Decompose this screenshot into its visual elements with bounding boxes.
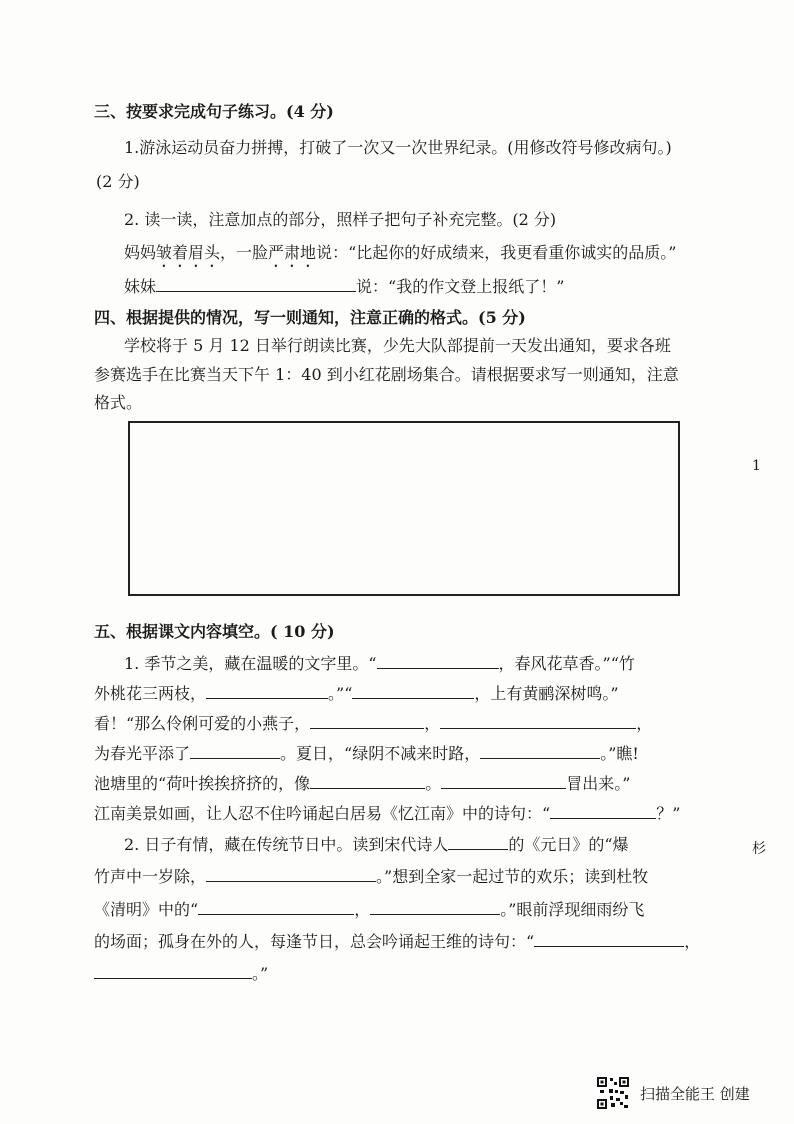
section3-q2-text: 2. 读一读，注意加点的部分，照样子把句子补充完整。(2 分) [124, 210, 557, 229]
section4-line-1: 学校将于 5 月 12 日举行朗读比赛，少先大队部提前一天发出通知，要求各班 [124, 336, 671, 355]
text: 的《元日》的“爆 [508, 835, 629, 854]
text: 。夏日，“绿阴不减来时路， [280, 744, 481, 763]
fill-rest: 说：“我的作文登上报纸了！” [356, 277, 565, 296]
section3-q1-score: (2 分) [96, 172, 140, 191]
section5-q1-line-1 [124, 650, 635, 676]
text: 的场面；孤身在外的人，每逢节日，总会吟诵起王维的诗句：“ [94, 932, 535, 951]
text: 。”想到全家一起过节的欢乐；读到杜牧 [376, 867, 649, 886]
section3-q2-fill-line [124, 273, 564, 299]
answer-blank[interactable] [310, 770, 425, 789]
section5-title: 五、根据课文内容填空。( 10 分) [94, 622, 335, 641]
text: 。”“ [328, 684, 353, 703]
answer-blank[interactable] [190, 740, 280, 759]
text: 江南美景如画，让人忍不住吟诵起白居易《忆江南》中的诗句：“ [94, 804, 551, 823]
section5-q2-line-1 [124, 831, 629, 857]
section5-q1-line-2 [94, 680, 619, 706]
text: 看！“那么伶俐可爱的小燕子， [94, 714, 311, 733]
text: 。”瞧! [600, 744, 639, 763]
example-rest: 说：“比起你的好成绩来，我更看重你诚实的品质。” [316, 243, 677, 262]
text: ？” [656, 804, 681, 823]
text: 《清明》中的“ [94, 900, 199, 919]
answer-blank[interactable] [206, 680, 328, 699]
section3-title: 三、按要求完成句子练习。(4 分) [94, 102, 334, 121]
answer-blank[interactable] [198, 896, 354, 915]
text: 竹声中一岁除， [94, 867, 207, 886]
answer-blank[interactable] [156, 273, 356, 292]
section4-title: 四、根据提供的情况，写一则通知，注意正确的格式。(5 分) [94, 308, 526, 327]
text: 。”眼前浮现细雨纷飞 [500, 900, 645, 919]
section5-q2-line-3 [94, 896, 644, 922]
answer-blank[interactable] [377, 650, 499, 669]
section5-q1-line-4 [94, 740, 639, 766]
text: ， [354, 900, 371, 919]
text: 。” [252, 964, 269, 983]
section5-q2-line-4 [94, 928, 700, 954]
answer-blank[interactable] [441, 770, 566, 789]
text: 1. 季节之美，藏在温暖的文字里。“ [124, 654, 377, 673]
example-dotted-phrase-1: 皱着眉头 [156, 243, 221, 262]
answer-blank[interactable] [94, 960, 252, 979]
scanner-watermark: 扫描全能王 创建 [640, 1085, 750, 1103]
text: 冒出来。” [566, 774, 631, 793]
text: ， [684, 932, 701, 951]
example-subject: 妈妈 [124, 243, 157, 262]
text: ，春风花草香。”“竹 [498, 654, 635, 673]
section5-q2-line-2 [94, 863, 648, 889]
answer-blank[interactable] [480, 740, 600, 759]
section4-line-2: 参赛选手在比赛当天下午 1：40 到小红花剧场集合。请根据要求写一则通知，注意 [94, 365, 679, 384]
text: 外桃花三两枝， [94, 684, 207, 703]
text: 池塘里的“荷叶挨挨挤挤的，像 [94, 774, 311, 793]
text: 2. 日子有情，藏在传统节日中。读到宋代诗人 [124, 835, 449, 854]
notice-answer-box[interactable] [128, 421, 680, 596]
text: ， [424, 714, 441, 733]
section5-q1-line-5 [94, 770, 630, 796]
section3-q1-text: 1.游泳运动员奋力拼搏，打破了一次又一次世界纪录。(用修改符号修改病句。) [124, 138, 672, 157]
section4-line-3: 格式。 [94, 393, 143, 412]
text: 为春光平添了 [94, 744, 191, 763]
answer-blank[interactable] [440, 710, 636, 729]
section5-q1-line-6 [94, 800, 680, 826]
margin-mark: 杉 [752, 841, 766, 857]
margin-mark: 1 [752, 458, 761, 474]
answer-blank[interactable] [448, 831, 508, 850]
answer-blank[interactable] [534, 928, 684, 947]
answer-blank[interactable] [310, 710, 424, 729]
answer-blank[interactable] [352, 680, 474, 699]
text: ，上有黄鹂深树鸣。” [474, 684, 619, 703]
text: 。 [425, 774, 442, 793]
answer-blank[interactable] [370, 896, 500, 915]
text: ， [636, 714, 653, 733]
answer-blank[interactable] [206, 863, 376, 882]
answer-blank[interactable] [550, 800, 656, 819]
section5-q2-line-5 [94, 960, 268, 986]
section5-q1-line-3 [94, 710, 652, 736]
qr-code-icon [596, 1076, 630, 1110]
fill-subject: 妹妹 [124, 277, 157, 296]
example-dotted-phrase-2: 严肃地 [268, 243, 317, 262]
section3-q2-example [124, 241, 676, 271]
example-mid: ，一脸 [220, 243, 269, 262]
